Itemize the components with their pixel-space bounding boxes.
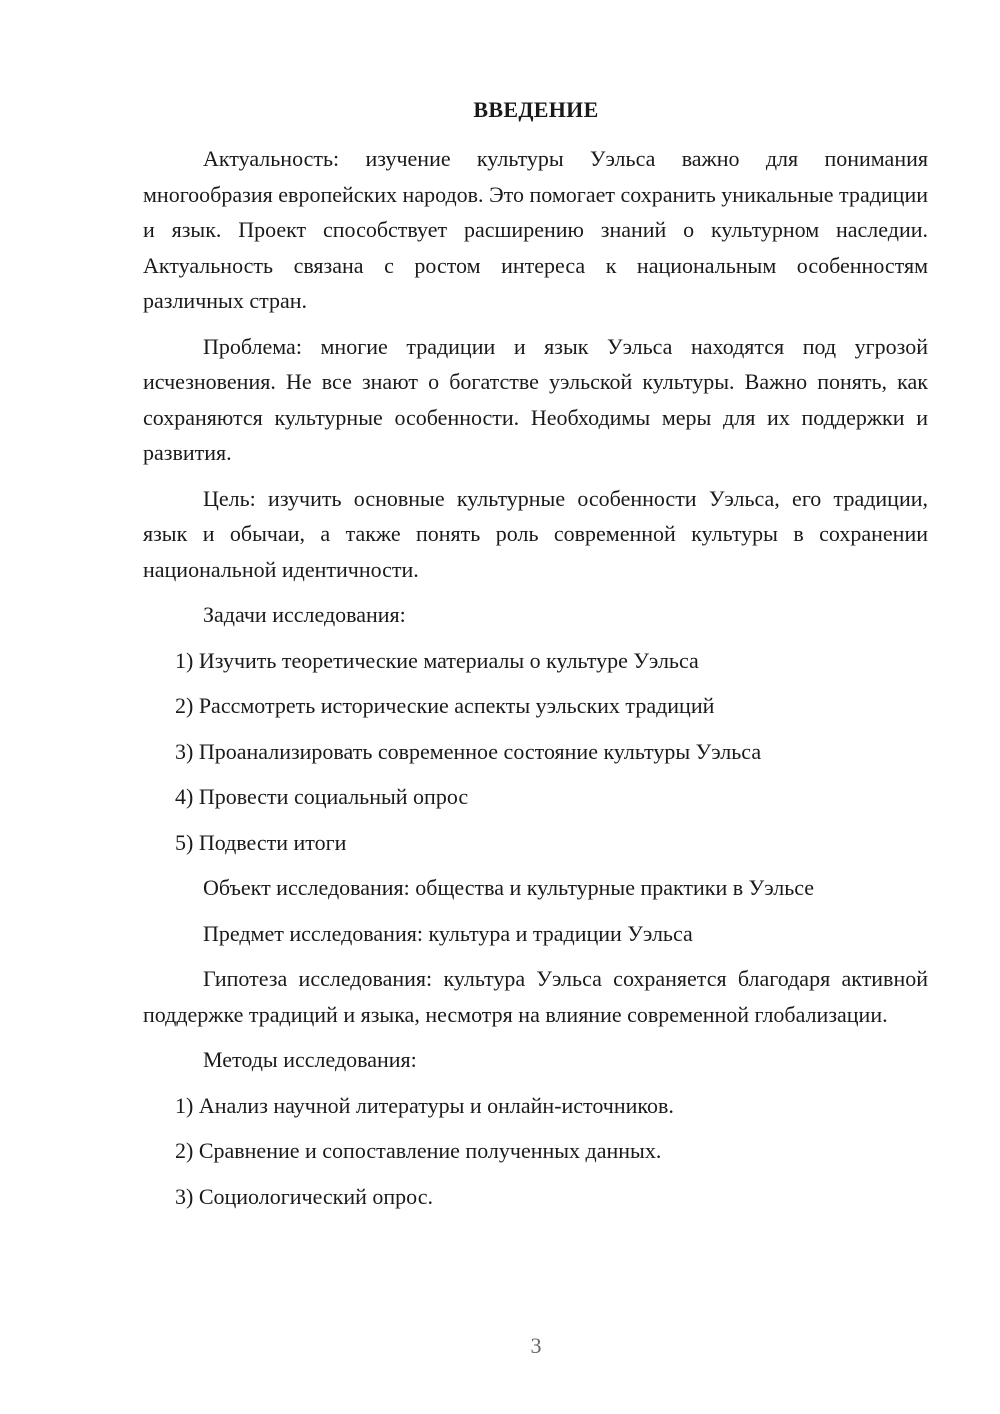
tasks-title: Задачи исследования: <box>203 602 406 627</box>
task-item: 5) Подвести итоги <box>175 829 347 855</box>
method-item: 2) Сравнение и сопоставление полученных данных. <box>175 1138 662 1163</box>
object-line: Объект исследования: общества и культурные практики в Уэльсе <box>203 875 815 900</box>
subject-line: Предмет исследования: культура и традиции Уэльса <box>203 920 693 946</box>
document-body <box>143 141 928 1214</box>
relevance-paragraph: Актуальность: изучение культуры Уэльса важно для понимания многообразия европейских народов. Это помогает сохранить уникальные традиции и язык. Проект способствует расширению знаний о культурном наследии. Актуальность связана с ростом интереса к национальным особенностям различных стран. <box>143 146 928 313</box>
hypothesis-paragraph: Гипотеза исследования: культура Уэльса сохраняется благодаря активной поддержке традиций и языка, несмотря на влияние современной глобализации. <box>143 966 928 1027</box>
task-item: 3) Проанализировать современное состояние культуры Уэльса <box>175 738 762 764</box>
task-item: 2) Рассмотреть исторические аспекты уэльских традиций <box>175 693 715 718</box>
page-title: ВВЕДЕНИЕ <box>473 97 599 122</box>
task-item: 4) Провести социальный опрос <box>175 784 469 809</box>
methods-title: Методы исследования: <box>203 1047 417 1072</box>
goal-paragraph: Цель: изучить основные культурные особенности Уэльса, его традиции, язык и обычаи, а также понять роль современной культуры в сохранении национальной идентичности. <box>143 485 928 582</box>
method-item: 1) Анализ научной литературы и онлайн-источников. <box>175 1092 674 1118</box>
page-number: 3 <box>530 1333 542 1358</box>
method-item: 3) Социологический опрос. <box>175 1183 433 1209</box>
problem-paragraph: Проблема: многие традиции и язык Уэльса находятся под угрозой исчезновения. Не все знают о богатстве уэльской культуры. Важно понять, как сохраняются культурные особенности. Необходимы меры для их поддержки и развития. <box>143 333 928 465</box>
task-item: 1) Изучить теоретические материалы о культуре Уэльса <box>175 647 699 673</box>
